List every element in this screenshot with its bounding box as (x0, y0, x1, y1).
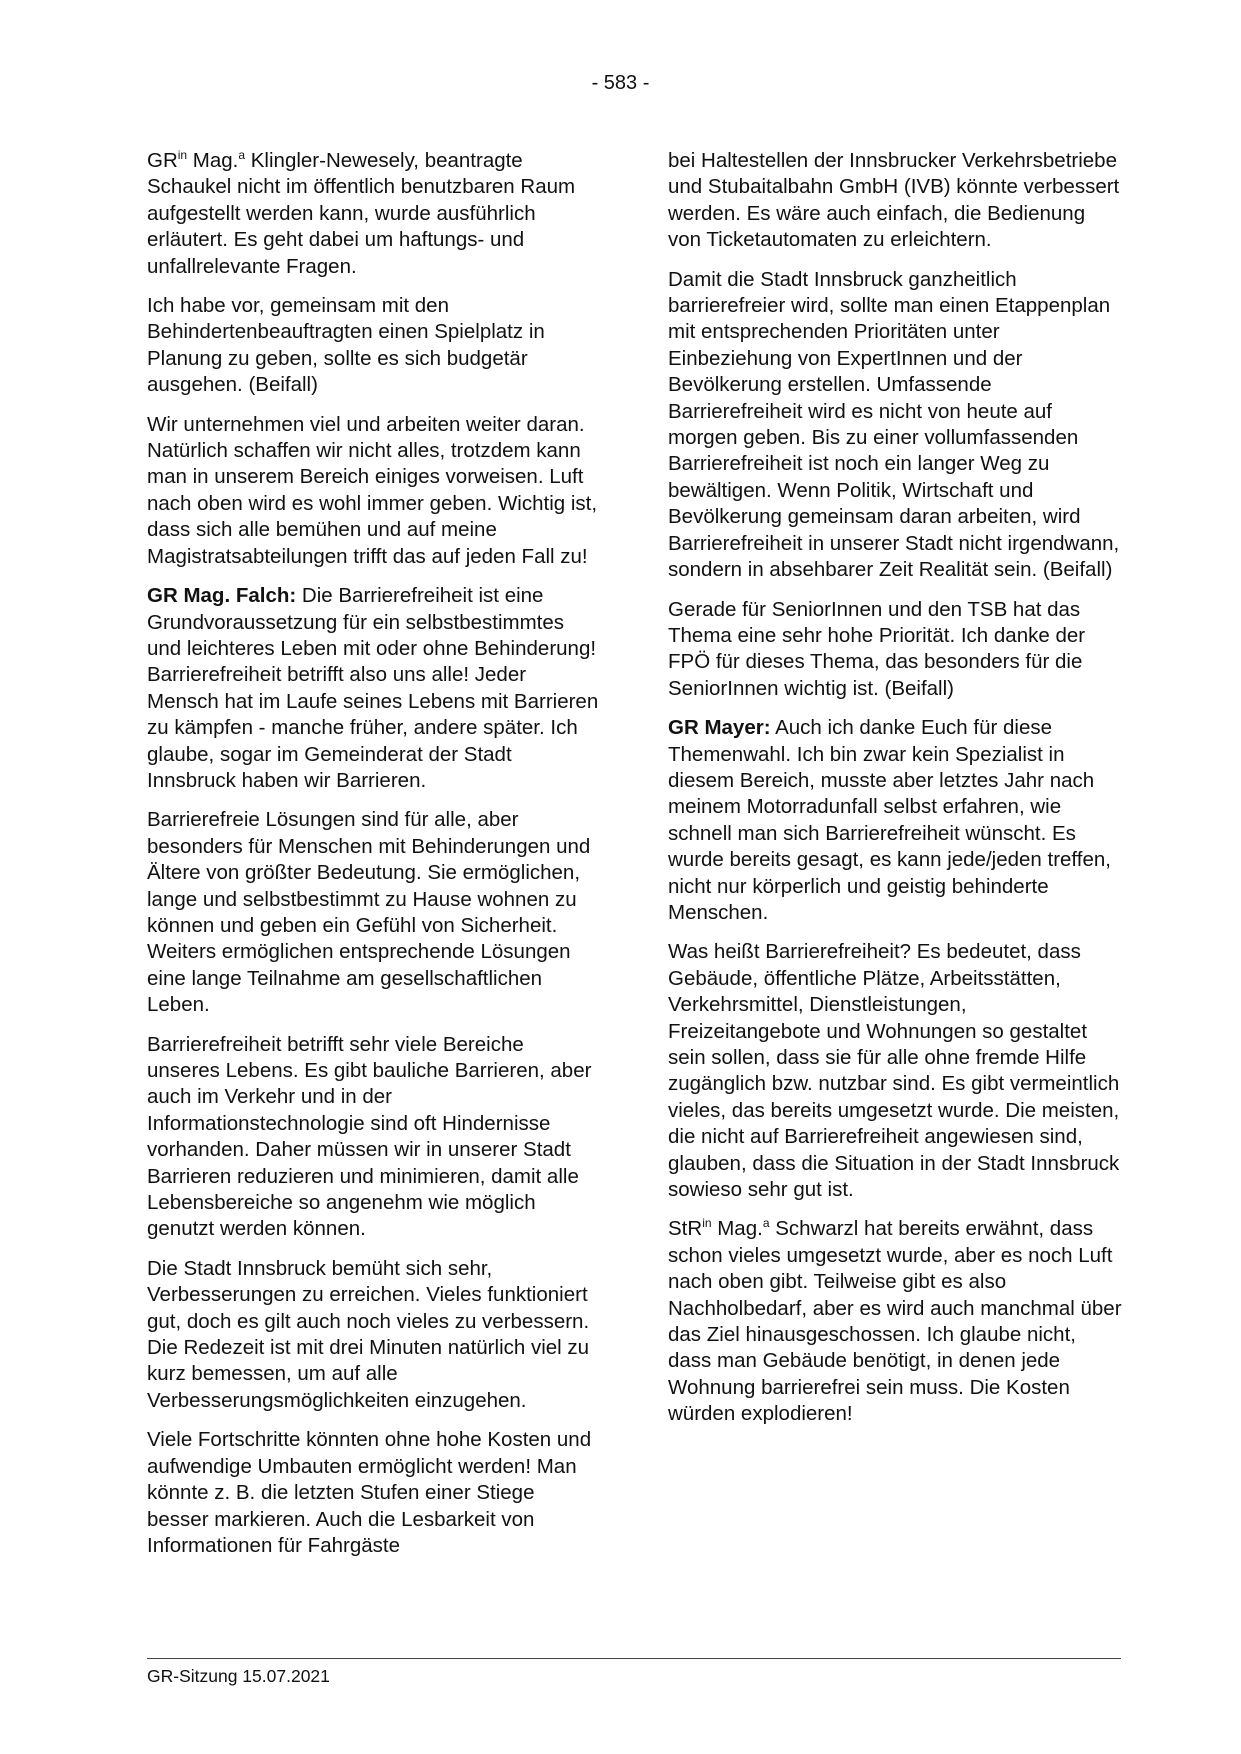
paragraph: Gerade für SeniorInnen und den TSB hat das Thema eine sehr hohe Priorität. Ich danke der FPÖ für dieses Thema, das besonders für die SeniorInnen wichtig ist. (Beifall) (668, 597, 1086, 700)
speaker-mag: Mag. (187, 149, 239, 172)
footer-session-date: GR-Sitzung 15.07.2021 (147, 1666, 330, 1686)
page-number: - 583 - (591, 72, 650, 94)
footer-divider (147, 1658, 1121, 1659)
paragraph: Viele Fortschritte könnten ohne hohe Kosten und aufwendige Umbauten ermöglicht werden! Man könnte z. B. die letzten Stufen einer Stiege besser markieren. Auch die Lesbarkeit von Informationen für Fahrgäste (147, 1428, 592, 1557)
paragraph (147, 583, 599, 794)
title-superscript: in (177, 148, 188, 162)
paragraph (668, 1216, 1123, 1427)
paragraph: Ich habe vor, gemeinsam mit den Behindertenbeauftragten einen Spielplatz in Planung zu geben, sollte es sich budgetär ausgehen. (Beifall) (147, 294, 545, 397)
paragraph: Damit die Stadt Innsbruck ganzheitlich barrierefreier wird, sollte man einen Etappenplan mit entsprechenden Prioritäten unter Einbeziehung von ExpertInnen und der Bevölkerung erstellen. Umfassende Barrierefreiheit wird es nicht von heute auf morgen geben. Bis zu einer vollumfassenden Barrierefreiheit ist noch ein langer Weg zu bewältigen. Wenn Politik, Wirtschaft und Bevölkerung gemeinsam daran arbeiten, wird Barrierefreiheit in unserer Stadt nicht irgendwann, sondern in absehbarer Zeit Realität sein. (Beifall) (668, 267, 1120, 582)
paragraph: Die Stadt Innsbruck bemüht sich sehr, Verbesserungen zu erreichen. Vieles funktioniert gut, doch es gilt auch noch vieles zu verbessern. Die Redezeit ist mit drei Minuten natürlich viel zu kurz bemessen, um auf alle Verbesserungsmöglichkeiten einzugehen. (147, 1256, 590, 1412)
speaker-title: GR (147, 149, 178, 172)
left-column (147, 148, 599, 1572)
paragraph-text: Schwarzl hat bereits erwähnt, dass schon vieles umgesetzt wurde, aber es noch Luft nach oben gibt. Teilweise gibt es also Nachholbedarf, aber es wird auch manchmal über das Ziel hinausgeschossen. Ich glaube nicht, dass man Gebäude benötigt, in denen jede Wohnung barrierefrei sein muss. Die Kosten würden explodieren! (668, 1217, 1122, 1426)
paragraph: bei Haltestellen der Innsbrucker Verkehrsbetriebe und Stubaitalbahn GmbH (IVB) könnte verbessert werden. Es wäre auch einfach, die Bedienung von Ticketautomaten zu erleichtern. (668, 149, 1120, 252)
mag-superscript: a (762, 1216, 770, 1231)
speaker-name: GR Mag. Falch: (147, 584, 297, 608)
paragraph-text: Klingler-Newesely, beantragte Schaukel nicht im öffentlich benutzbaren Raum aufgestellt werden kann, wurde ausführlich erläutert. Es geht dabei um haftungs- und unfallrelevante Fragen. (147, 149, 576, 278)
mag-superscript: a (238, 148, 246, 162)
paragraph (668, 715, 1123, 926)
speaker-mag: Mag. (711, 1217, 763, 1241)
paragraph: Was heißt Barrierefreiheit? Es bedeutet, dass Gebäude, öffentliche Plätze, Arbeitsstätten, Verkehrsmittel, Dienstleistungen, Freizeitangebote und Wohnungen so gestaltet sein sollen, dass sie für alle ohne fremde Hilfe zugänglich bzw. nutzbar sind. Es gibt vermeintlich vieles, das bereits umgesetzt wurde. Die meisten, die nicht auf Barrierefreiheit angewiesen sind, glauben, dass die Situation in der Stadt Innsbruck sowieso sehr gut ist. (668, 940, 1120, 1202)
right-column (668, 148, 1123, 1441)
paragraph: Barrierefreiheit betrifft sehr viele Bereiche unseres Lebens. Es gibt bauliche Barrieren, aber auch im Verkehr und in der Informationstechnologie sind oft Hindernisse vorhanden. Daher müssen wir in unserer Stadt Barrieren reduzieren und minimieren, damit alle Lebensbereiche so angenehm wie möglich genutzt werden können. (147, 1032, 592, 1241)
paragraph-text: Die Barrierefreiheit ist eine Grundvoraussetzung für ein selbstbestimmtes und leichteres Leben mit oder ohne Behinderung! Barrierefreiheit betrifft also uns alle! Jeder Mensch hat im Laufe seines Lebens mit Barrieren zu kämpfen - manche früher, andere später. Ich glaube, sogar im Gemeinderat der Stadt Innsbruck haben wir Barrieren. (147, 584, 599, 792)
paragraph: Wir unternehmen viel und arbeiten weiter daran. Natürlich schaffen wir nicht alles, trotzdem kann man in unserem Bereich einiges vorweisen. Luft nach oben wird es wohl immer geben. Wichtig ist, dass sich alle bemühen und auf meine Magistratsabteilungen trifft das auf jeden Fall zu! (147, 412, 598, 568)
paragraph-text: Auch ich danke Euch für diese Themenwahl. Ich bin zwar kein Spezialist in diesem Bereich, musste aber letztes Jahr nach meinem Motorradunfall selbst erfahren, wie schnell man sich Barrierefreiheit wünscht. Es wurde bereits gesagt, es kann jede/jeden treffen, nicht nur körperlich und geistig behinderte Menschen. (668, 716, 1111, 924)
speaker-name: GR Mayer: (668, 716, 771, 740)
title-superscript: in (702, 1216, 712, 1231)
speaker-title: StR (668, 1217, 703, 1241)
paragraph (147, 148, 599, 280)
paragraph: Barrierefreie Lösungen sind für alle, aber besonders für Menschen mit Behinderungen und Ältere von größter Bedeutung. Sie ermöglichen, lange und selbstbestimmt zu Hause wohnen zu können und geben ein Gefühl von Sicherheit. Weiters ermöglichen entsprechende Lösungen eine lange Teilnahme am gesellschaftlichen Leben. (147, 808, 591, 1017)
